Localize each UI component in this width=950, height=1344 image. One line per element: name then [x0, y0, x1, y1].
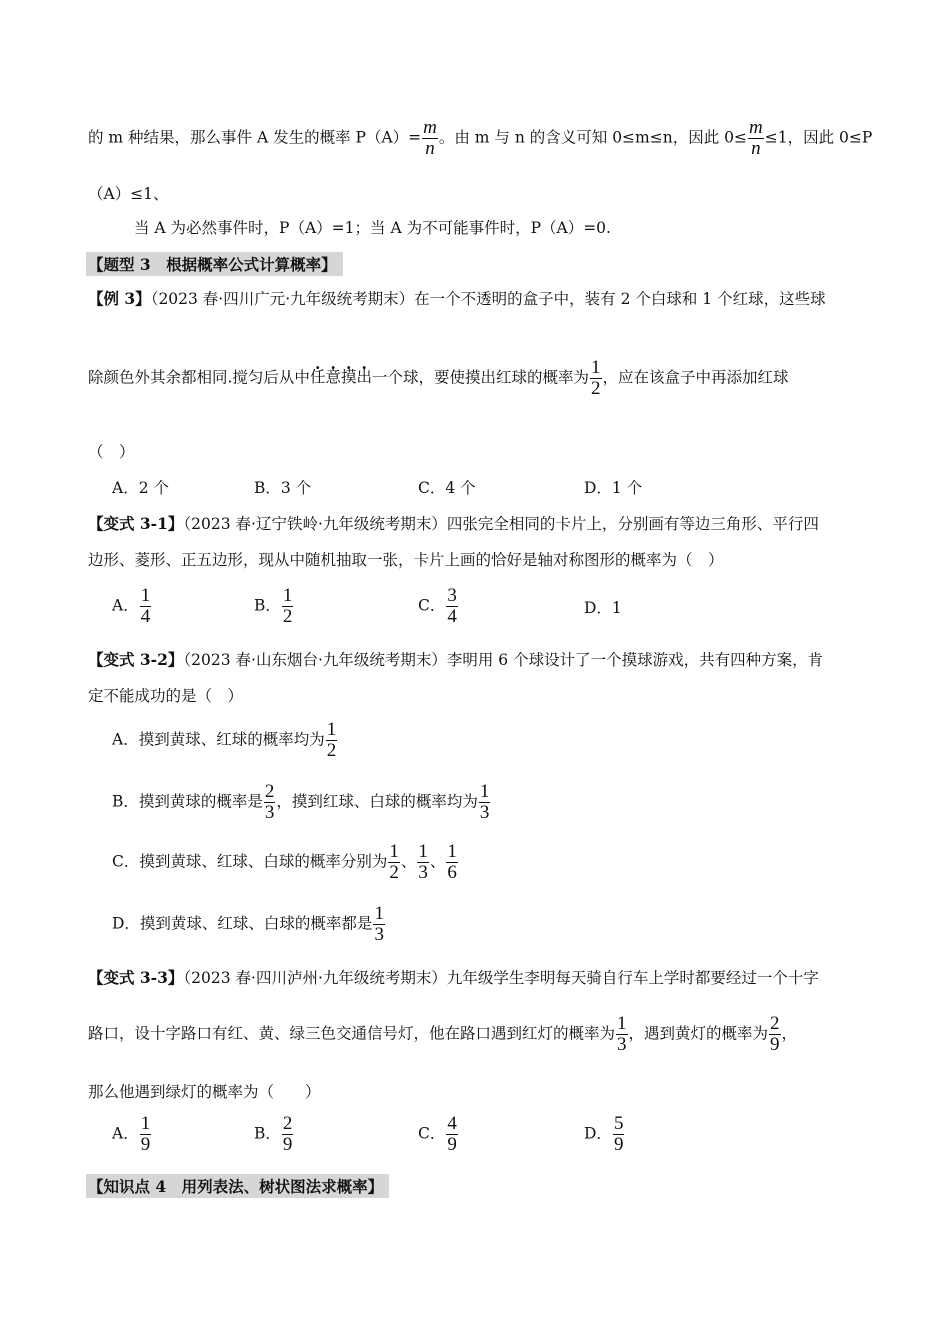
- fraction: $\frac{2}{9}$: [282, 1113, 293, 1155]
- option-d: D．1 个: [584, 479, 643, 497]
- fraction-one-sixth: $\frac{1}{6}$: [447, 841, 457, 883]
- option-c: C． $\frac{3}{4}$: [418, 585, 457, 627]
- variant-3-2-text-1: （2023 春·山东烟台·九年级统考期末）李明用 6 个球设计了一个摸球游戏，共有四种方案，肯: [183, 651, 824, 669]
- option-d: D． $\frac{5}{9}$: [584, 1113, 624, 1155]
- intro-line-1: [88, 118, 872, 159]
- option-d: D．1: [584, 599, 622, 617]
- intro-text-1c: ≤1，因此 0≤P: [764, 128, 873, 147]
- fraction-one-third: $\frac{1}{3}$: [617, 1013, 627, 1055]
- fraction: $\frac{3}{4}$: [447, 585, 457, 627]
- emphasis-char: 出: [356, 368, 372, 387]
- example-3-line-1: [88, 287, 826, 309]
- option-c: C．摸到黄球、红球、白球的概率分别为 $\frac{1}{2}$ 、 $\frac{1}{3}$ 、 $\frac{1}{6}$: [112, 841, 457, 883]
- fraction-m-over-n-2: $\frac{m}{n}$: [748, 117, 763, 159]
- fraction-m-over-n: $\frac{m}{n}$: [423, 117, 437, 159]
- fraction-one-third: $\frac{1}{3}$: [418, 841, 428, 883]
- option-b: B．摸到黄球的概率是 $\frac{2}{3}$ ，摸到红球、白球的概率均为 $\frac{1}{3}$: [112, 781, 490, 823]
- option-a: A． $\frac{1}{4}$: [112, 585, 151, 627]
- variant-3-1-text-1: （2023 春·辽宁铁岭·九年级统考期末）四张完全相同的卡片上，分别画有等边三角形、平行四: [183, 515, 819, 533]
- section-header-4: 【知识点 4 用列表法、树状图法求概率】: [86, 1174, 389, 1198]
- option-d: D．摸到黄球、红球、白球的概率都是 $\frac{1}{3}$: [112, 903, 384, 945]
- fraction-one-half: $\frac{1}{2}$: [326, 719, 337, 761]
- variant-3-1-line-1: [88, 512, 819, 534]
- fraction-one-third: $\frac{1}{3}$: [374, 903, 384, 945]
- variant-3-3-line-3: 那么他遇到绿灯的概率为（ ）: [88, 1083, 321, 1101]
- section-header-3: 【题型 3 根据概率公式计算概率】: [86, 252, 343, 276]
- variant-3-3-text-1: （2023 春·四川泸州·九年级统考期末）九年级学生李明每天骑自行车上学时都要经过一个十字: [183, 969, 819, 987]
- emphasis-char: 任: [309, 368, 326, 387]
- variant-tag: 【变式 3-1】: [88, 514, 184, 533]
- intro-line-2: （A）≤1、: [88, 185, 169, 203]
- option-b: B． $\frac{2}{9}$: [254, 1113, 293, 1155]
- fraction-two-ninths: $\frac{2}{9}$: [770, 1013, 780, 1055]
- variant-3-2-line-2: 定不能成功的是（ ）: [88, 687, 244, 705]
- example-3-bracket: （ ）: [88, 443, 135, 461]
- option-a: A．摸到黄球、红球的概率均为 $\frac{1}{2}$: [112, 719, 337, 761]
- example-tag: 【例 3】: [88, 289, 151, 308]
- example-3-text-2b: 一个球，要使摸出红球的概率为: [372, 368, 590, 387]
- option-c: C．4 个: [418, 479, 476, 497]
- option-a: A．2 个: [112, 479, 169, 497]
- fraction: $\frac{1}{2}$: [282, 585, 293, 627]
- variant-3-2-line-1: [88, 648, 823, 670]
- option-b: B．3 个: [254, 479, 312, 497]
- example-3-text-2c: ，应在该盒子中再添加红球: [602, 368, 789, 387]
- variant-3-3-line-2: 路口，设十字路口有红、黄、绿三色交通信号灯，他在路口遇到红灯的概率为 $\frac{1}{3}$ ，遇到黄灯的概率为 $\frac{2}{9}$ ，: [88, 1013, 798, 1055]
- example-3-text-1: （2023 春·四川广元·九年级统考期末）在一个不透明的盒子中，装有 2 个白球和 1 个红球，这些球: [150, 290, 826, 308]
- variant-3-3-line-1: [88, 966, 819, 988]
- intro-text-1a: 的 m 种结果，那么事件 A 发生的概率 P（A）=: [88, 128, 422, 147]
- fraction-one-half: $\frac{1}{2}$: [591, 357, 601, 399]
- variant-tag: 【变式 3-2】: [88, 650, 184, 669]
- fraction: $\frac{1}{9}$: [140, 1113, 151, 1155]
- emphasis-char: 意: [325, 368, 341, 387]
- fraction-one-third: $\frac{1}{3}$: [479, 781, 490, 823]
- fraction-one-half: $\frac{1}{2}$: [389, 841, 399, 883]
- option-b: B． $\frac{1}{2}$: [254, 585, 293, 627]
- intro-line-3: 当 A 为必然事件时，P（A）=1；当 A 为不可能事件时，P（A）=0.: [134, 219, 611, 237]
- fraction: $\frac{4}{9}$: [447, 1113, 457, 1155]
- option-a: A． $\frac{1}{9}$: [112, 1113, 151, 1155]
- fraction-two-thirds: $\frac{2}{3}$: [264, 781, 275, 823]
- example-3-line-2: [88, 358, 789, 399]
- variant-tag: 【变式 3-3】: [88, 968, 184, 987]
- example-3-text-2a: 除颜色外其余都相同.搅匀后从中: [88, 368, 310, 387]
- option-c: C． $\frac{4}{9}$: [418, 1113, 457, 1155]
- intro-text-1b: 。由 m 与 n 的含义可知 0≤m≤n，因此 0≤: [438, 128, 747, 147]
- variant-3-1-line-2: 边形、菱形、正五边形，现从中随机抽取一张，卡片上画的恰好是轴对称图形的概率为（ ）: [88, 551, 724, 569]
- emphasis-char: 摸: [340, 368, 357, 387]
- fraction: $\frac{5}{9}$: [613, 1113, 624, 1155]
- fraction: $\frac{1}{4}$: [140, 585, 151, 627]
